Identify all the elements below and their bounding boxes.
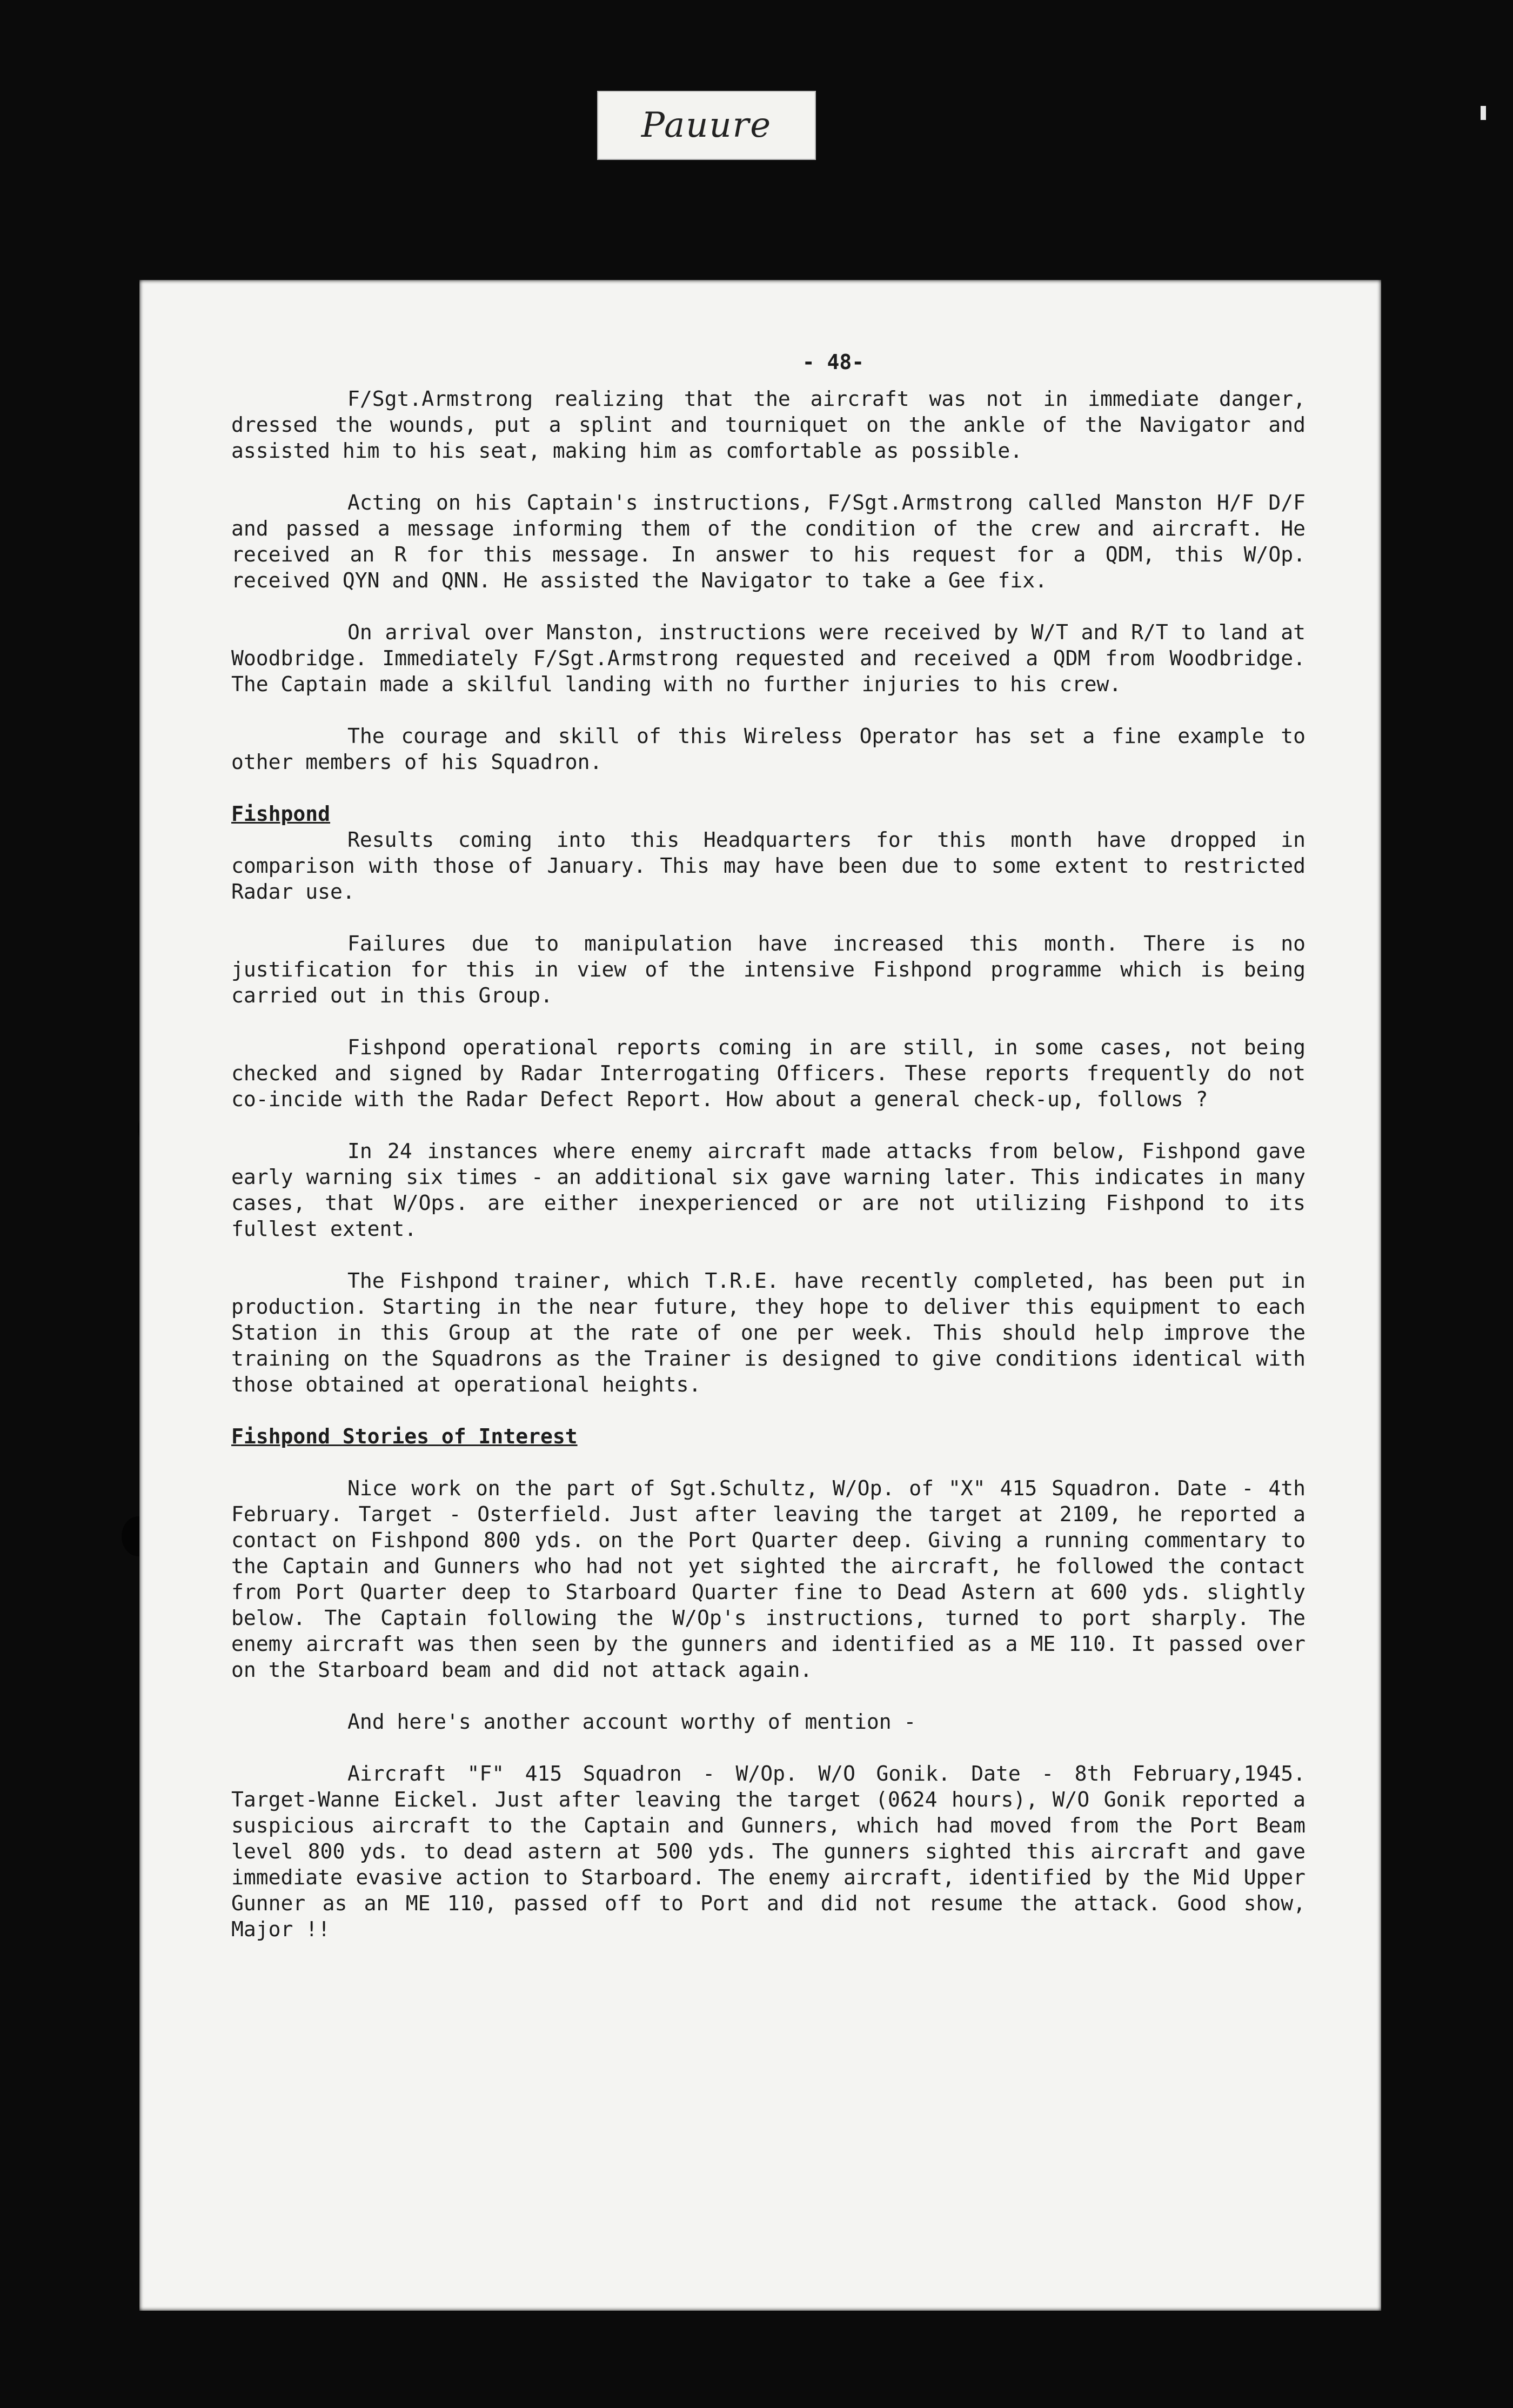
document-body <box>231 349 1306 1968</box>
paragraph-results: Results coming into this Headquarters for this month have dropped in comparison with those of January. This may have been due to some extent to restricted Radar use. <box>231 828 1306 904</box>
paragraph-woodbridge-landing: On arrival over Manston, instructions were received by W/T and R/T to land at Woodbridge. Immediately F/Sgt.Armstrong requested and received a QDM from Woodbridge. The Captain made a skilful landing with no further injuries to his crew. <box>231 620 1306 696</box>
paragraph-armstrong-wounds: F/Sgt.Armstrong realizing that the aircraft was not in immediate danger, dressed the wounds, put a splint and tourniquet on the ankle of the Navigator and assisted him to his seat, making him as comfortable as possible. <box>231 387 1306 463</box>
section-heading-stories: Fishpond Stories of Interest <box>231 1424 578 1448</box>
document-page <box>139 280 1381 2311</box>
film-tick-mark <box>1481 106 1486 120</box>
tab-label-text: Pauure <box>641 105 772 145</box>
document-tab-label <box>597 91 816 160</box>
paragraph-gonik: Aircraft "F" 415 Squadron - W/Op. W/O Gonik. Date - 8th February,1945. Target-Wanne Eickel. Just after leaving the target (0624 hours), W/O Gonik reported a suspicious aircraft to the Captain and Gunners, which had moved from the Port Beam level 800 yds. to dead astern at 500 yds. The gunners sighted this aircraft and gave immediate evasive action to Starboard. The enemy aircraft, identified by the Mid Upper Gunner as an ME 110, passed off to Port and did not resume the attack. Good show, Major !! <box>231 1762 1306 1941</box>
page-number: - 48- <box>802 350 865 374</box>
paragraph-trainer: The Fishpond trainer, which T.R.E. have recently completed, has been put in production. Starting in the near future, they hope to deliver this equipment to each Station in this Group at the rate of one per week. This should help improve the training on the Squadrons as the Trainer is designed to give conditions identical with those obtained at operational heights. <box>231 1269 1306 1396</box>
paragraph-failures: Failures due to manipulation have increased this month. There is no justification for this in view of the intensive Fishpond programme which is being carried out in this Group. <box>231 932 1306 1007</box>
paragraph-operational-reports: Fishpond operational reports coming in are still, in some cases, not being checked and signed by Radar Interrogating Officers. These reports frequently do not co-incide with the Radar Defect Report. How about a general check-up, follows ? <box>231 1035 1306 1111</box>
paragraph-courage: The courage and skill of this Wireless Operator has set a fine example to other members of his Squadron. <box>231 724 1306 774</box>
paragraph-manston-message: Acting on his Captain's instructions, F/Sgt.Armstrong called Manston H/F D/F and passed a message informing them of the condition of the crew and aircraft. He received an R for this message. In answer to his request for a QDM, this W/Op. received QYN and QNN. He assisted the Navigator to take a Gee fix. <box>231 491 1306 592</box>
section-heading-fishpond: Fishpond <box>231 802 331 826</box>
paragraph-instances: In 24 instances where enemy aircraft made attacks from below, Fishpond gave early warning six times - an additional six gave warning later. This indicates in many cases, that W/Ops. are either inexperienced or are not utilizing Fishpond to its fullest extent. <box>231 1139 1306 1241</box>
paragraph-another-account: And here's another account worthy of mention - <box>347 1710 916 1734</box>
paragraph-schultz: Nice work on the part of Sgt.Schultz, W/Op. of "X" 415 Squadron. Date - 4th February. Target - Osterfield. Just after leaving the target at 2109, he reported a contact on Fishpond 800 yds. on the Port Quarter deep. Giving a running commentary to the Captain and Gunners who had not yet sighted the aircraft, he followed the contact from Port Quarter deep to Starboard Quarter fine to Dead Astern at 600 yds. slightly below. The Captain following the W/Op's instructions, turned to port sharply. The enemy aircraft was then seen by the gunners and identified as a ME 110. It passed over on the Starboard beam and did not attack again. <box>231 1476 1306 1682</box>
